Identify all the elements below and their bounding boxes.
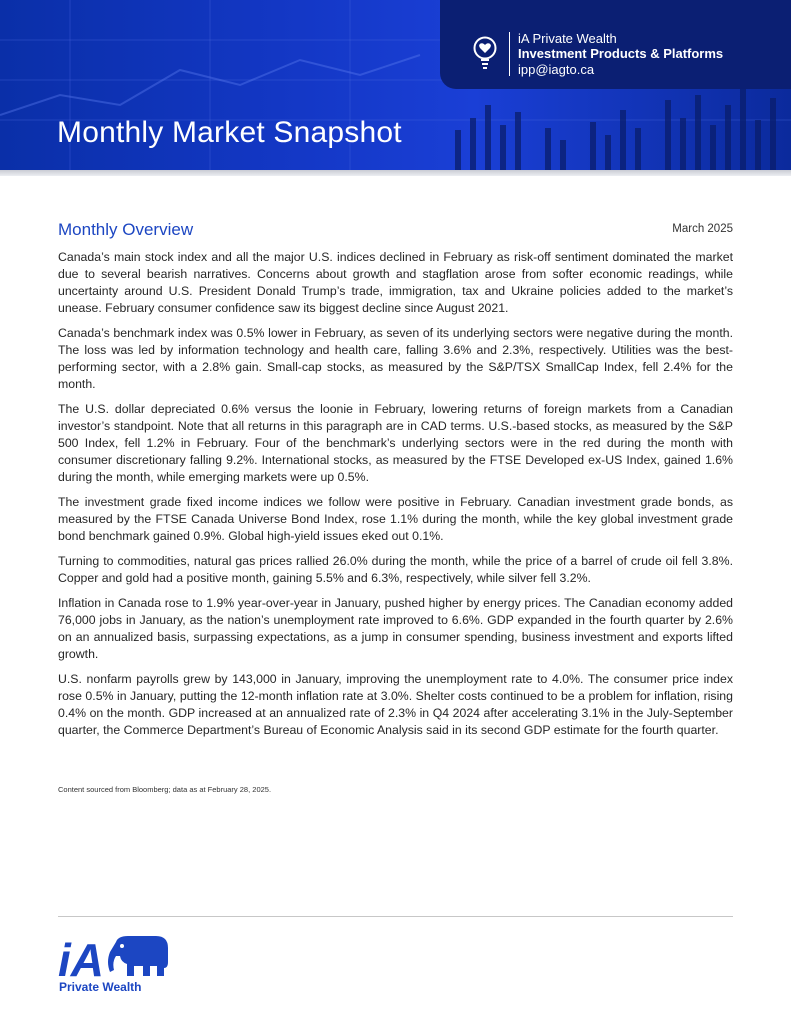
contact-divider <box>509 32 510 76</box>
logo-mark: iA <box>58 934 104 980</box>
paragraph: Canada’s main stock index and all the major U.S. indices declined in February as risk-off sentiment dominated the market due to several bearish narratives. Concerns about growth and stagflation arose from softer economic readings, while uncertainty around U.S. President Donald Trump’s trade, immigration, tax and Ukraine policies added to the market’s unease. February consumer confidence saw its biggest decline since August 2021. <box>58 250 733 315</box>
section-heading: Monthly Overview <box>58 220 194 239</box>
paragraph: Turning to commodities, natural gas prices rallied 26.0% during the month, while the price of a barrel of crude oil fell 3.8%. Copper and gold had a positive month, gaining 5.5% and 6.3%, respectively, while silver fell 3.2%. <box>58 554 733 585</box>
page-title: Monthly Market Snapshot <box>57 116 402 149</box>
paragraph: Inflation in Canada rose to 1.9% year-over-year in January, pushed higher by energy prices. The Canadian economy added 76,000 jobs in January, as the nation’s unemployment rate improved to 6.6%. GDP expanded in the fourth quarter by 2.6% on an annualized basis, surpassing expectations, as a jump in consumer spending, business investment and exports lifted growth. <box>58 596 733 661</box>
paragraph: The U.S. dollar depreciated 0.6% versus the loonie in February, lowering returns of foreign markets from a Canadian investor’s standpoint. Note that all returns in this paragraph are in CAD terms. U.S.-based stocks, as measured by the S&P 500 Index, fell 1.2% in February. Four of the benchmark’s underlying sectors were in the red during the month with consumer discretionary falling 9.2%. International stocks, as measured by the FTSE Developed ex-US Index, gained 1.6% during the month, while emerging markets were up 0.5%. <box>58 402 733 484</box>
footer-divider <box>58 916 733 917</box>
logo-text: Private Wealth <box>59 980 142 994</box>
source-note: Content sourced from Bloomberg; data as at February 28, 2025. <box>58 785 272 794</box>
overview-content <box>58 249 733 747</box>
paragraph: U.S. nonfarm payrolls grew by 143,000 in January, improving the unemployment rate to 4.0%. The consumer price index rose 0.5% in January, putting the 12-month inflation rate at 3.0%. Shelter costs continued to be a problem for inflation, rising 0.4% on the month. GDP increased at an annualized rate of 2.3% in Q4 2024 after accelerating 3.1% in the July-September quarter, the Commerce Department’s Bureau of Economic Analysis said in its second GDP estimate for the fourth quarter. <box>58 672 733 737</box>
ia-logo <box>58 934 173 980</box>
elephant-icon <box>108 936 168 976</box>
lightbulb-heart-icon <box>472 36 498 72</box>
paragraph: The investment grade fixed income indices we follow were positive in February. Canadian investment grade bonds, as measured by the FTSE Canada Universe Bond Index, rose 1.1% during the month, while the key global investment grade bond benchmark gained 0.9%. Global high-yield issues eked out 0.1%. <box>58 495 733 543</box>
contact-department: Investment Products & Platforms <box>518 46 724 61</box>
header-shadow <box>0 170 791 176</box>
report-date: March 2025 <box>672 223 733 235</box>
paragraph: Canada’s benchmark index was 0.5% lower in February, as seven of its underlying sectors were negative during the month. The loss was led by information technology and health care, falling 3.6% and 2.3%, respectively. Utilities was the best-performing sector, with a 2.8% gain. Small-cap stocks, as measured by the S&P/TSX SmallCap Index, fell 2.4% for the month. <box>58 326 733 391</box>
header-banner <box>0 0 791 170</box>
contact-company: iA Private Wealth <box>518 31 617 46</box>
contact-email-link[interactable]: ipp@iagto.ca <box>518 62 595 77</box>
